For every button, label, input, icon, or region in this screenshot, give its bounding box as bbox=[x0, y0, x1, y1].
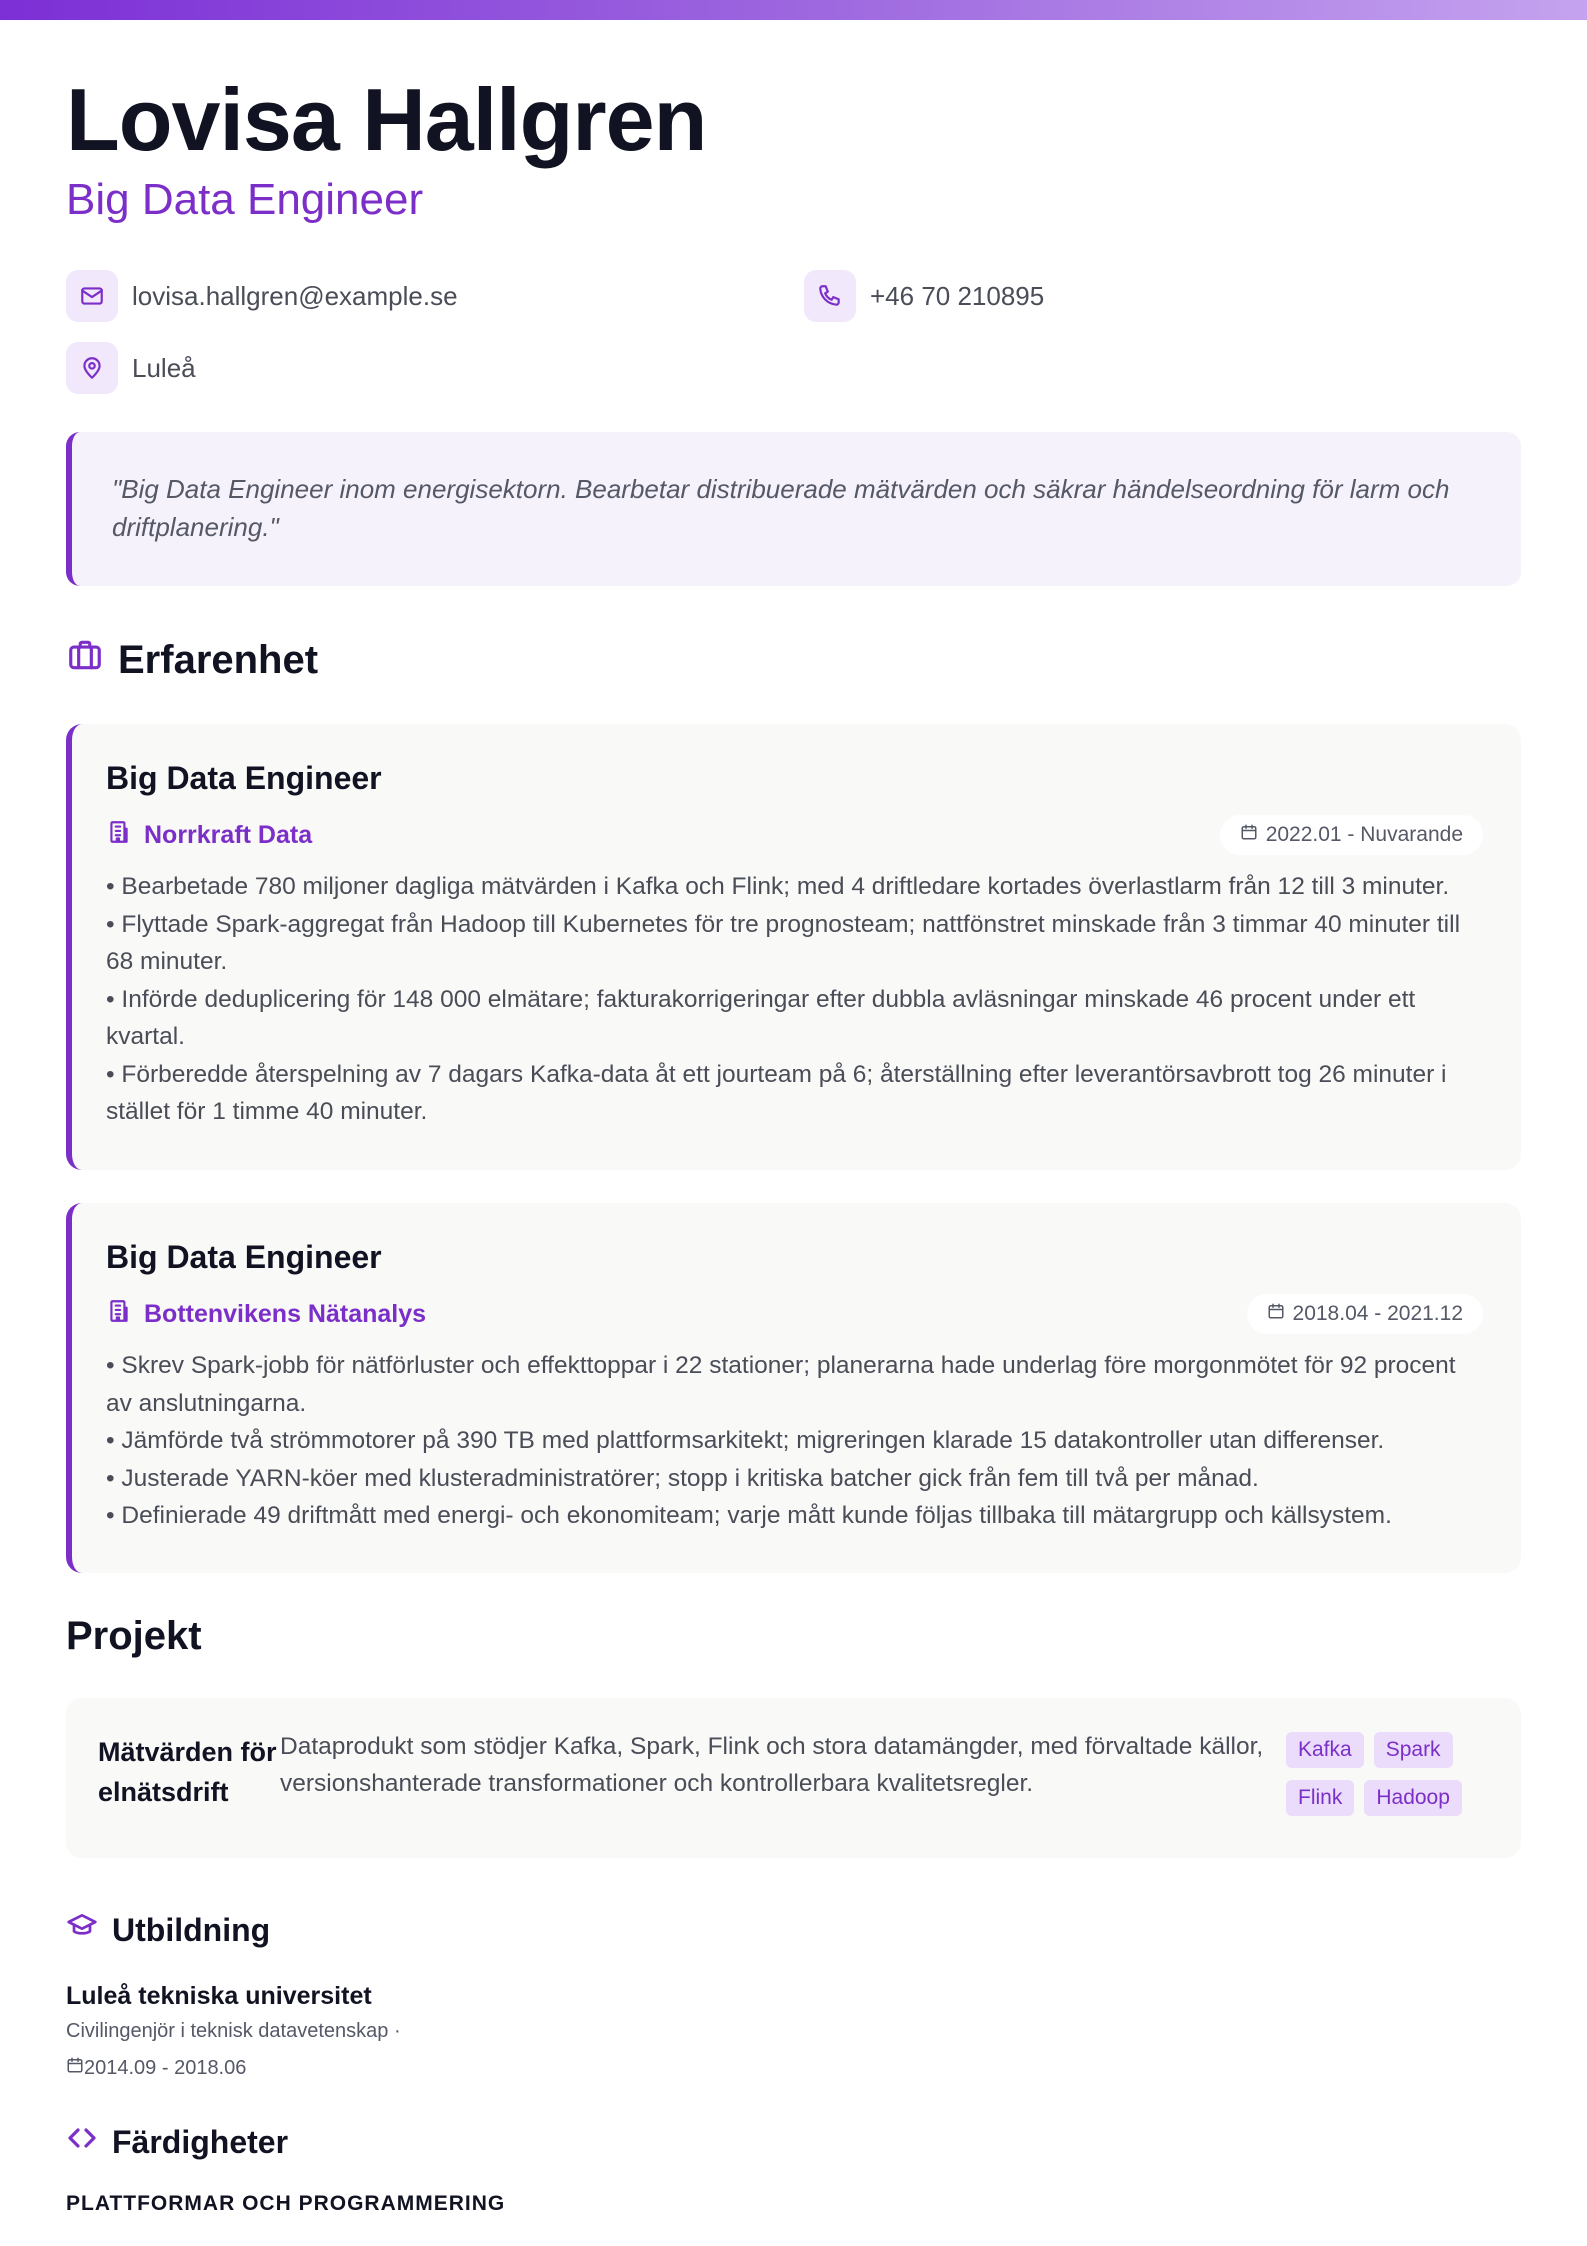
candidate-role: Big Data Engineer bbox=[66, 175, 424, 224]
mail-icon bbox=[66, 270, 118, 322]
candidate-name: Lovisa Hallgren bbox=[66, 70, 707, 169]
job-company: Norrkraft Data bbox=[106, 819, 312, 852]
bullet-item: • Införde deduplicering för 148 000 elmätare; fakturakorrigeringar efter dubbla avläsningar minskade 46 procent under ett kvartal. bbox=[106, 985, 1416, 1050]
bullet-item: • Jämförde två strömmotorer på 390 TB med plattformsarkitekt; migreringen klarade 15 datakontroller utan differenser. bbox=[106, 1427, 1385, 1454]
contact-location bbox=[66, 342, 196, 394]
projects-heading: Projekt bbox=[66, 1614, 202, 1658]
experience-item bbox=[66, 1203, 1521, 1573]
job-company: Bottenvikens Nätanalys bbox=[106, 1298, 426, 1331]
education-heading: Utbildning bbox=[66, 1910, 270, 1950]
job-bullets bbox=[106, 1347, 1483, 1535]
skills-heading: Färdigheter bbox=[66, 2122, 288, 2162]
contact-email[interactable] bbox=[66, 270, 458, 322]
education-degree: Civilingenjör i teknisk datavetenskap · bbox=[66, 2020, 401, 2042]
bullet-item: • Flyttade Spark-aggregat från Hadoop till Kubernetes för tre prognosteam; nattfönstret minskade från 3 timmar 40 minuter till 68 minuter. bbox=[106, 910, 1461, 975]
bullet-item: • Definierade 49 driftmått med energi- och ekonomiteam; varje mått kunde följas tillbaka till mätargrupp och källsystem. bbox=[106, 1502, 1392, 1529]
project-tags bbox=[1286, 1732, 1486, 1816]
phone-icon bbox=[804, 270, 856, 322]
project-tag: Kafka bbox=[1286, 1732, 1364, 1768]
briefcase-icon bbox=[66, 636, 118, 684]
project-tag: Flink bbox=[1286, 1780, 1354, 1816]
bullet-item: • Justerade YARN-köer med klusteradministratörer; stopp i kritiska batcher gick från fem till två per månad. bbox=[106, 1464, 1259, 1492]
calendar-icon bbox=[1267, 1302, 1293, 1326]
job-title: Big Data Engineer bbox=[106, 1239, 382, 1275]
project-description: Dataprodukt som stödjer Kafka, Spark, Flink och stora datamängder, med förvaltade källor, versionshanterade transformationer och kontrollerbara kvalitetsregler. bbox=[280, 1733, 1264, 1797]
project-tag: Hadoop bbox=[1364, 1780, 1462, 1816]
experience-item bbox=[66, 724, 1521, 1170]
phone-text: +46 70 210895 bbox=[870, 280, 1045, 311]
email-text: lovisa.hallgren@example.se bbox=[132, 280, 458, 311]
project-name: Mätvärden för elnätsdrift bbox=[98, 1737, 277, 1807]
project-card bbox=[66, 1698, 1521, 1858]
building-icon bbox=[106, 819, 144, 852]
bullet-item: • Skrev Spark-jobb för nätförluster och effekttoppar i 22 stationer; planerarna hade underlag före morgonmötet för 92 procent av anslutningarna. bbox=[106, 1352, 1456, 1417]
summary-block bbox=[66, 432, 1521, 586]
building-icon bbox=[106, 1298, 144, 1331]
job-bullets bbox=[106, 868, 1483, 1131]
job-title: Big Data Engineer bbox=[106, 760, 382, 796]
top-accent-bar bbox=[0, 0, 1587, 20]
calendar-icon bbox=[66, 2056, 84, 2080]
map-pin-icon bbox=[66, 342, 118, 394]
education-dates: 2014.09 - 2018.06 bbox=[66, 2056, 246, 2080]
skills-category: PLATTFORMAR OCH PROGRAMMERING bbox=[66, 2192, 506, 2215]
calendar-icon bbox=[1240, 823, 1266, 847]
bullet-item: • Förberedde återspelning av 7 dagars Kafka-data åt ett jourteam på 6; återställning efter leverantörsavbrott tog 26 minuter i stället för 1 timme 40 minuter. bbox=[106, 1060, 1447, 1125]
job-dates: 2022.01 - Nuvarande bbox=[1220, 815, 1483, 855]
experience-heading: Erfarenhet bbox=[66, 636, 318, 684]
code-icon bbox=[66, 2122, 112, 2162]
education-school: Luleå tekniska universitet bbox=[66, 1982, 372, 2010]
project-tag: Spark bbox=[1374, 1732, 1453, 1768]
summary-text: "Big Data Engineer inom energisektorn. Bearbetar distribuerade mätvärden och säkrar händelseordning för larm och driftplanering." bbox=[112, 474, 1450, 542]
contact-phone[interactable] bbox=[804, 270, 1044, 322]
location-text: Luleå bbox=[132, 352, 196, 383]
job-dates: 2018.04 - 2021.12 bbox=[1247, 1294, 1483, 1334]
graduation-cap-icon bbox=[66, 1910, 112, 1950]
bullet-item: • Bearbetade 780 miljoner dagliga mätvärden i Kafka och Flink; med 4 driftledare kortades överlastlarm från 12 till 3 minuter. bbox=[106, 873, 1450, 900]
